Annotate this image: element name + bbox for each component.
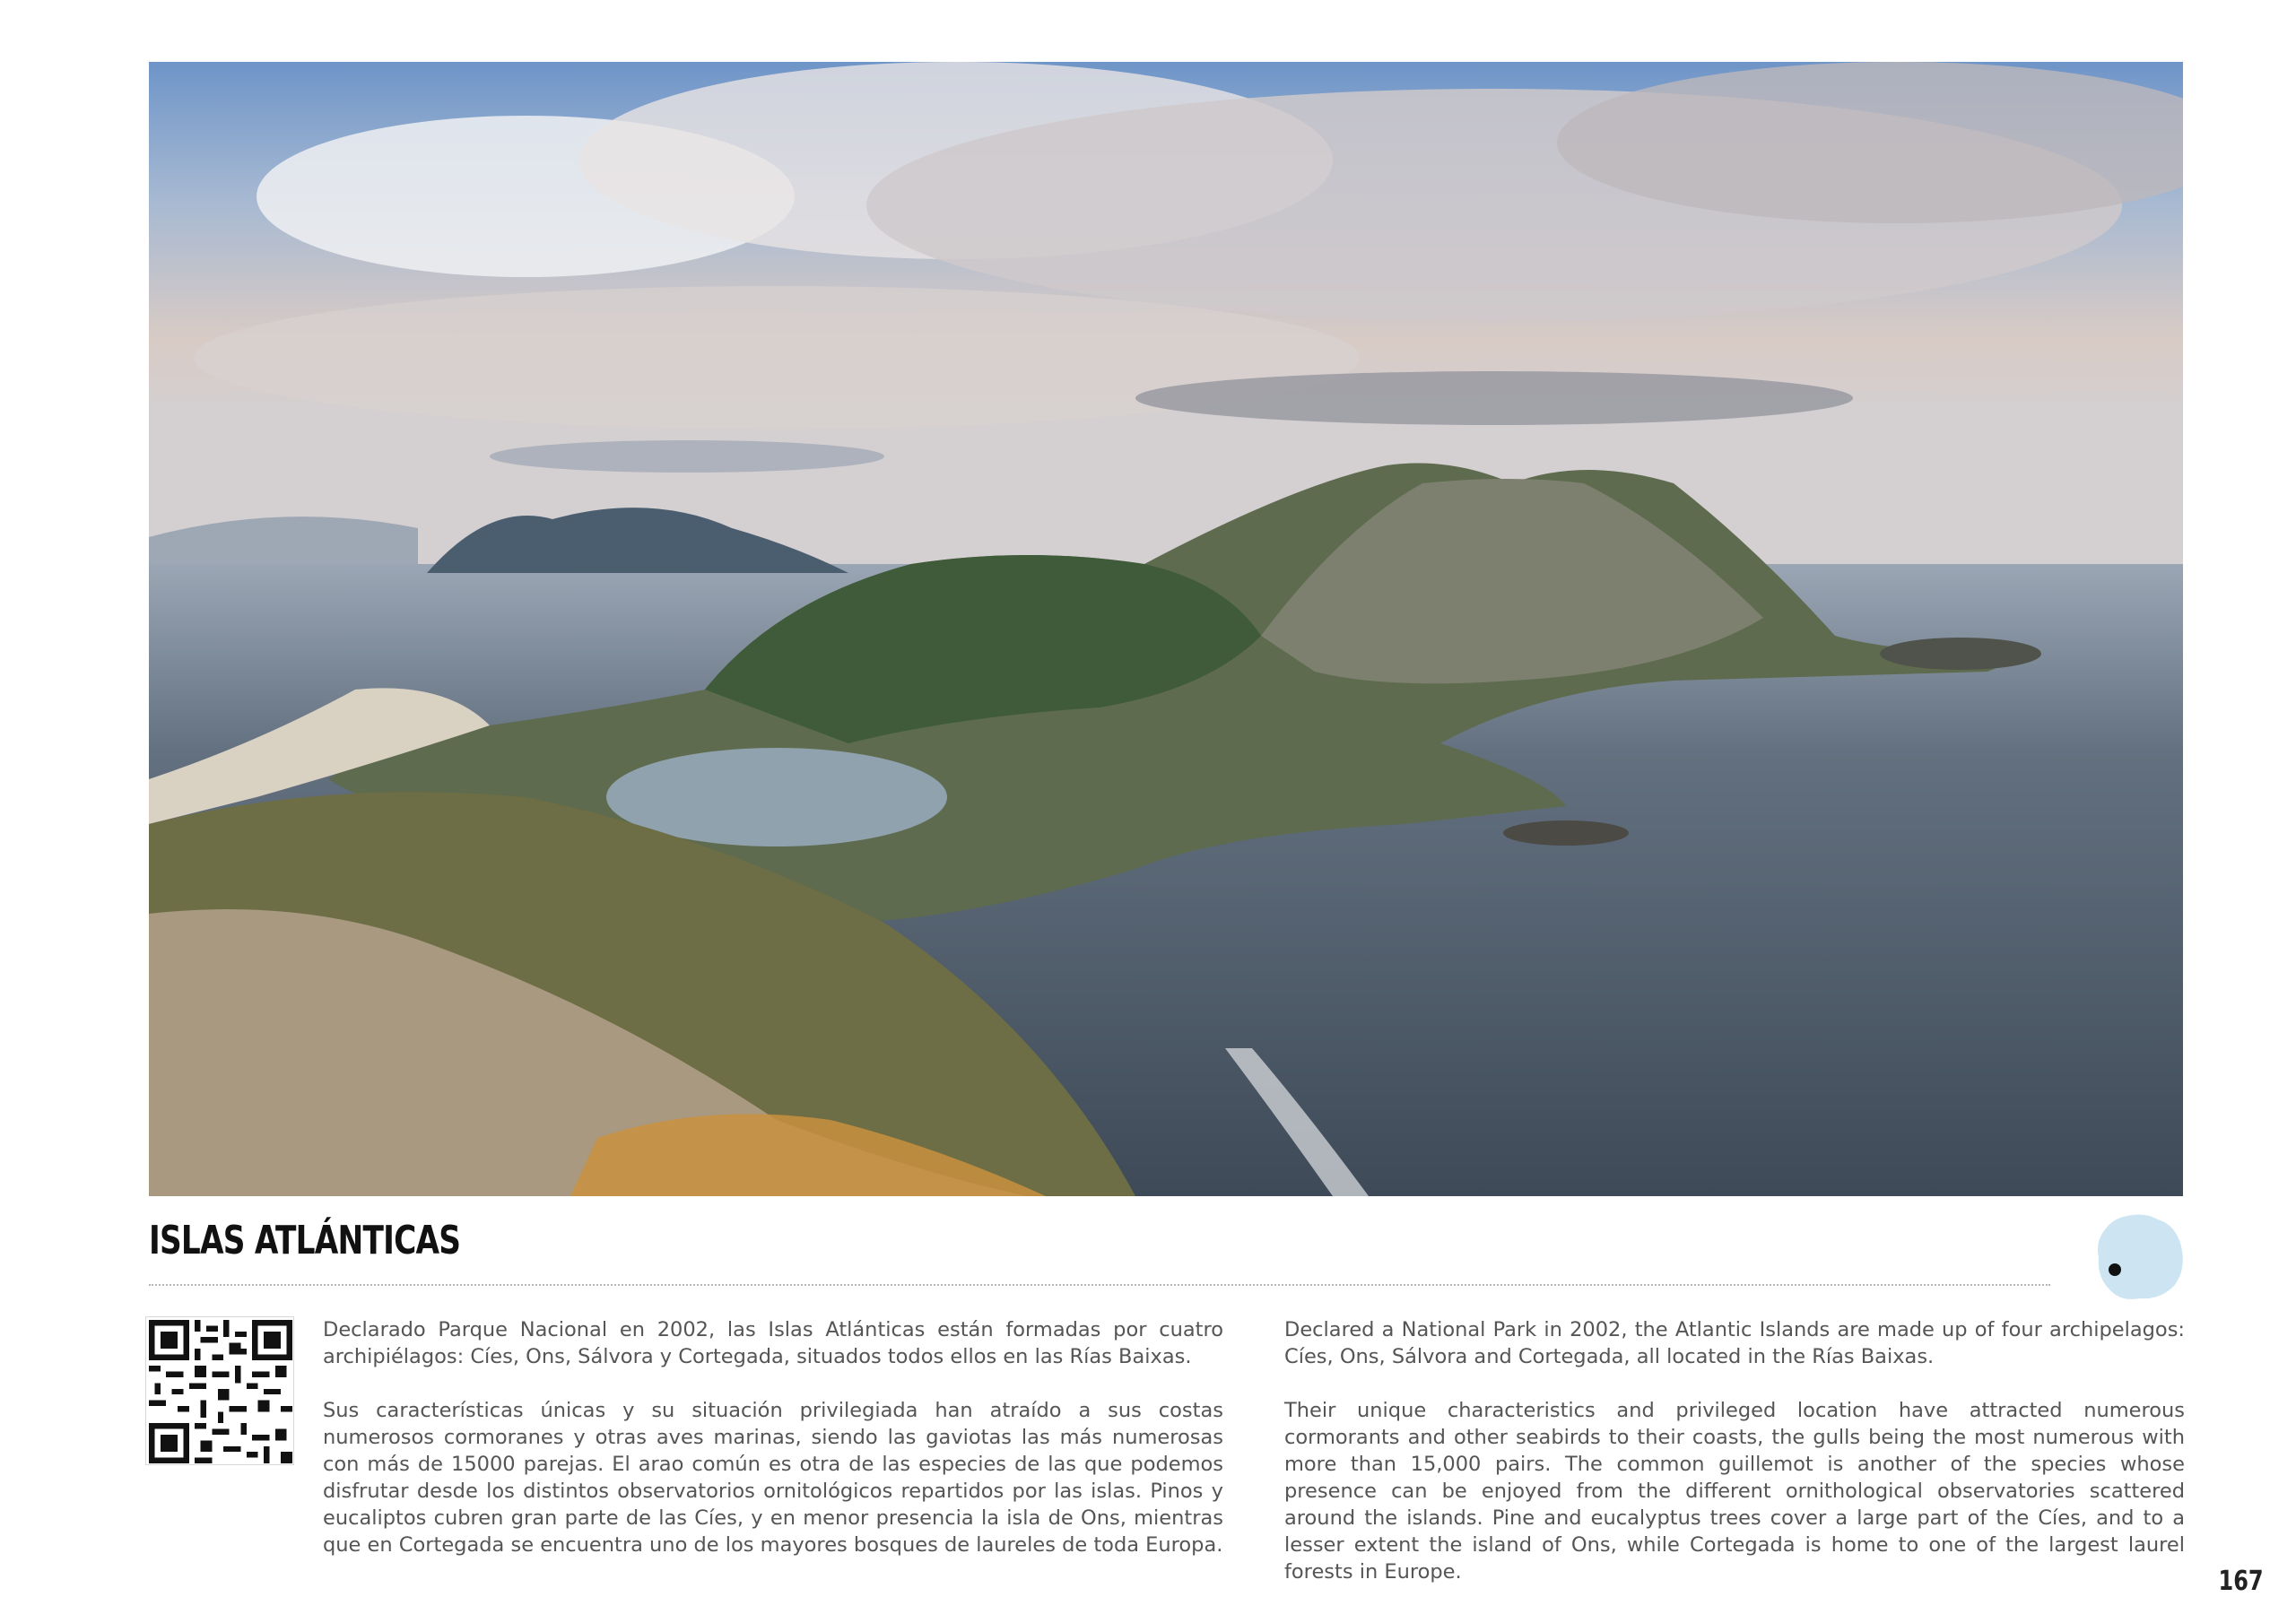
spanish-text	[323, 1316, 1223, 1585]
dotted-divider	[149, 1284, 2050, 1286]
spanish-paragraph-2: Sus características únicas y su situación privilegiada han atraído a sus costas numerosos cormoranes y otras aves marinas, siendo las gaviotas las más numerosas con más de 15000 parejas. El arao común es otra de las especies de las que podemos disfrutar desde los distintos observatorios ornitológicos repartidos por las islas. Pinos y eucaliptos cubren gran parte de las Cíes, y en menor presencia la isla de Ons, mientras que en Cortegada se encuentra uno de los mayores bosques de laureles de toda Europa.	[323, 1399, 1223, 1557]
coastal-landscape-photo-icon	[149, 62, 2183, 1196]
english-text	[1284, 1316, 2185, 1612]
english-paragraph-2: Their unique characteristics and privileged location have attracted numerous cormorants and other seabirds to their coasts, the gulls being the most numerous with more than 15,000 pairs. The common guillemot is another of the species whose presence can be enjoyed from the different ornithological observatories scattered around the islands. Pine and eucalyptus trees cover a large part of the Cíes, and to a lesser extent the island of Ons, while Cortegada is home to one of the largest laurel forests in Europe.	[1284, 1399, 2185, 1584]
section-title: ISLAS ATLÁNTICAS	[149, 1218, 461, 1263]
spanish-paragraph-1: Declarado Parque Nacional en 2002, las Islas Atlánticas están formadas por cuatro archipiélagos: Cíes, Ons, Sálvora y Cortegada, situados todos ellos en las Rías Baixas.	[323, 1318, 1223, 1368]
landscape-photo	[149, 62, 2183, 1196]
page-number: 167	[2218, 1566, 2264, 1597]
galicia-map-icon	[2093, 1211, 2187, 1304]
english-paragraph-1: Declared a National Park in 2002, the Atlantic Islands are made up of four archipelagos: Cíes, Ons, Sálvora and Cortegada, all located in the Rías Baixas.	[1284, 1318, 2185, 1368]
qr-code-icon[interactable]	[149, 1320, 292, 1463]
